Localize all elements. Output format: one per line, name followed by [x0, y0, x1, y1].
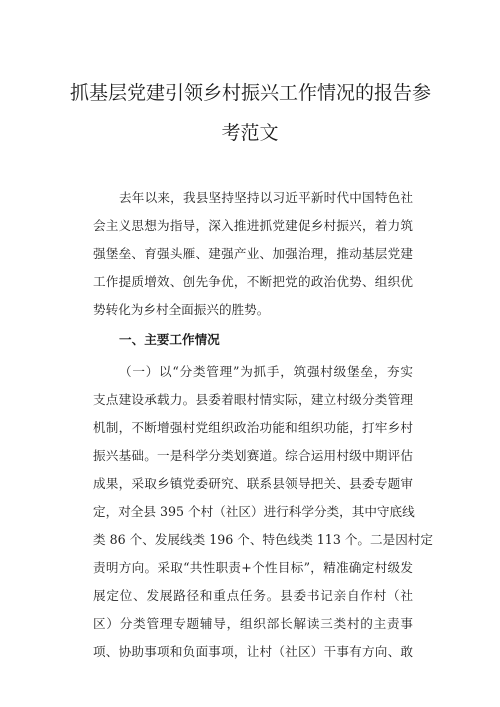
section-paragraph-line: 类 86 个、发展线类 196 个、特色线类 113 个。二是因村定 [93, 532, 433, 547]
section-heading: 一、主要工作情况 [119, 332, 220, 347]
intro-paragraph-line: 去年以来，我县坚持坚持以习近平新时代中国特色社 [119, 190, 413, 205]
section-paragraph-line: 支点建设承载力。县委着眼村情实际，建立村级分类管理 [93, 392, 413, 407]
section-paragraph-line: 机制，不断增强村党组织政治功能和组织功能，打牢乡村 [93, 420, 413, 435]
intro-paragraph-line: 强堡垒、育强头雁、建强产业、加强治理，推动基层党建 [93, 246, 413, 261]
section-paragraph-line: 区）分类管理专题辅导，组织部长解读三类村的主责事 [93, 616, 413, 631]
intro-paragraph-line: 工作提质增效、创先争优，不断把党的政治优势、组织优 [93, 274, 413, 289]
document-title-line-1: 抓基层党建引领乡村振兴工作情况的报告参 [70, 82, 432, 104]
section-paragraph-line: 成果，采取乡镇党委研究、联系县领导把关、县委专题审 [93, 476, 413, 491]
document-title-line-2: 考范文 [221, 122, 279, 144]
section-paragraph-line: 定，对全县 395 个村（社区）进行科学分类，其中守底线 [93, 504, 415, 519]
intro-paragraph-line: 势转化为乡村全面振兴的胜势。 [93, 302, 270, 317]
section-paragraph-line: 展定位、发展路径和重点任务。县委书记亲自作村（社 [93, 588, 413, 603]
section-paragraph-line: 责明方向。采取“共性职责+个性目标”，精准确定村级发 [93, 560, 413, 575]
section-paragraph-line: 振兴基础。一是科学分类划赛道。综合运用村级中期评估 [93, 448, 413, 463]
section-paragraph-line: （一）以“分类管理”为抓手，筑强村级堡垒，夯实 [119, 364, 413, 379]
section-paragraph-line: 项、协助事项和负面事项，让村（社区）干事有方向、敢 [93, 644, 413, 659]
intro-paragraph-line: 会主义思想为指导，深入推进抓党建促乡村振兴，着力筑 [93, 218, 413, 233]
